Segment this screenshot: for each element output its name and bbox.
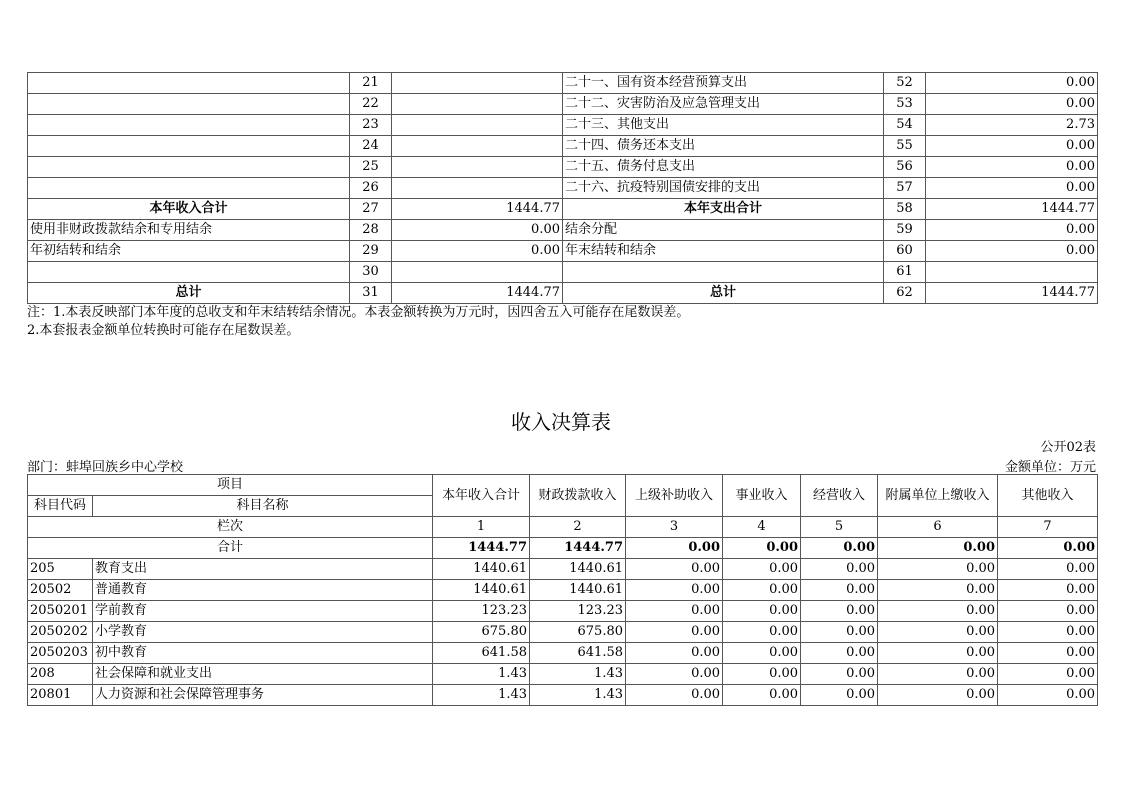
summary-row	[28, 157, 1098, 178]
amount-cell: 641.58	[433, 643, 530, 664]
subject-code: 20502	[28, 580, 93, 601]
amount-cell: 0.00	[723, 580, 801, 601]
expense-amount: 0.00	[926, 73, 1098, 94]
amount-cell: 0.00	[626, 685, 723, 706]
header-row-1	[28, 475, 1098, 496]
expense-amount: 1444.77	[926, 283, 1098, 304]
amount-cell: 0.00	[878, 622, 998, 643]
subject-code: 208	[28, 664, 93, 685]
col-number: 1	[433, 517, 530, 538]
expense-amount: 0.00	[926, 241, 1098, 262]
income-amount	[392, 115, 563, 136]
income-line-number: 22	[350, 94, 392, 115]
income-amount: 1444.77	[392, 283, 563, 304]
page-title: 收入决算表	[511, 410, 611, 434]
amount-cell: 0.00	[723, 622, 801, 643]
amount-cell: 0.00	[878, 601, 998, 622]
amount-cell: 0.00	[878, 643, 998, 664]
income-line-number: 25	[350, 157, 392, 178]
col-header-affiliated: 附属单位上缴收入	[878, 475, 998, 517]
amount-cell: 0.00	[723, 664, 801, 685]
amount-cell: 0.00	[801, 601, 878, 622]
total-value: 0.00	[878, 538, 998, 559]
income-line-number: 24	[350, 136, 392, 157]
header-item: 项目	[28, 475, 433, 496]
income-amount	[392, 94, 563, 115]
income-table	[27, 474, 1098, 706]
amount-cell: 675.80	[433, 622, 530, 643]
amount-cell: 123.23	[530, 601, 626, 622]
income-line-number: 27	[350, 199, 392, 220]
income-line-number: 29	[350, 241, 392, 262]
income-amount: 0.00	[392, 220, 563, 241]
expense-item-label: 本年支出合计	[563, 199, 884, 220]
amount-cell: 1440.61	[433, 580, 530, 601]
income-line-number: 30	[350, 262, 392, 283]
subject-code: 205	[28, 559, 93, 580]
expense-line-number: 59	[884, 220, 926, 241]
table-row	[28, 622, 1098, 643]
amount-cell: 0.00	[801, 580, 878, 601]
subject-name: 小学教育	[93, 622, 433, 643]
amount-cell: 0.00	[998, 601, 1098, 622]
expense-item-label: 总计	[563, 283, 884, 304]
amount-cell: 0.00	[626, 622, 723, 643]
expense-item-label	[563, 262, 884, 283]
table-row	[28, 685, 1098, 706]
expense-item-label: 二十三、其他支出	[563, 115, 884, 136]
income-amount	[392, 136, 563, 157]
income-item-label: 总计	[28, 283, 350, 304]
expense-line-number: 57	[884, 178, 926, 199]
total-value: 1444.77	[530, 538, 626, 559]
amount-cell: 1440.61	[433, 559, 530, 580]
col-header-business: 事业收入	[723, 475, 801, 517]
income-item-label	[28, 262, 350, 283]
income-item-label: 年初结转和结余	[28, 241, 350, 262]
amount-cell: 1440.61	[530, 580, 626, 601]
summary-row	[28, 136, 1098, 157]
form-number: 公开02表	[1040, 440, 1096, 455]
total-value: 1444.77	[433, 538, 530, 559]
note-line-2: 2.本套报表金额单位转换时可能存在尾数误差。	[27, 323, 300, 338]
income-item-label	[28, 73, 350, 94]
col-header-total: 本年收入合计	[433, 475, 530, 517]
amount-cell: 0.00	[878, 580, 998, 601]
expense-line-number: 54	[884, 115, 926, 136]
expense-amount: 0.00	[926, 157, 1098, 178]
amount-cell: 0.00	[723, 643, 801, 664]
summary-row	[28, 73, 1098, 94]
column-index-row	[28, 517, 1098, 538]
department-label: 部门：蚌埠回族乡中心学校	[27, 460, 184, 475]
expense-item-label: 二十六、抗疫特别国债安排的支出	[563, 178, 884, 199]
expense-item-label: 二十五、债务付息支出	[563, 157, 884, 178]
amount-cell: 0.00	[723, 559, 801, 580]
amount-cell: 0.00	[998, 580, 1098, 601]
col-number: 2	[530, 517, 626, 538]
table-row	[28, 559, 1098, 580]
total-value: 0.00	[723, 538, 801, 559]
col-header-fiscal: 财政拨款收入	[530, 475, 626, 517]
summary-table	[27, 72, 1098, 304]
income-amount: 0.00	[392, 241, 563, 262]
header-name: 科目名称	[93, 496, 433, 517]
expense-item-label: 二十四、债务还本支出	[563, 136, 884, 157]
income-item-label	[28, 115, 350, 136]
col-index-label: 栏次	[28, 517, 433, 538]
table-row	[28, 643, 1098, 664]
amount-cell: 0.00	[801, 685, 878, 706]
expense-line-number: 55	[884, 136, 926, 157]
amount-cell: 0.00	[626, 601, 723, 622]
amount-cell: 0.00	[998, 559, 1098, 580]
total-value: 0.00	[626, 538, 723, 559]
unit-label: 金额单位：万元	[1004, 460, 1096, 475]
amount-cell: 0.00	[626, 580, 723, 601]
col-header-other: 其他收入	[998, 475, 1098, 517]
amount-cell: 641.58	[530, 643, 626, 664]
income-item-label: 本年收入合计	[28, 199, 350, 220]
expense-line-number: 53	[884, 94, 926, 115]
expense-item-label: 二十一、国有资本经营预算支出	[563, 73, 884, 94]
amount-cell: 123.23	[433, 601, 530, 622]
summary-row	[28, 283, 1098, 304]
total-row	[28, 538, 1098, 559]
col-number: 6	[878, 517, 998, 538]
amount-cell: 1440.61	[530, 559, 626, 580]
amount-cell: 675.80	[530, 622, 626, 643]
amount-cell: 0.00	[998, 685, 1098, 706]
subject-code: 20801	[28, 685, 93, 706]
amount-cell: 0.00	[801, 664, 878, 685]
total-value: 0.00	[801, 538, 878, 559]
table-row	[28, 664, 1098, 685]
amount-cell: 1.43	[433, 685, 530, 706]
note-line-1: 注：1.本表反映部门本年度的总收支和年末结转结余情况。本表金额转换为万元时，因四舍五入可能存在尾数误差。	[27, 305, 690, 320]
header-code: 科目代码	[28, 496, 93, 517]
income-item-label: 使用非财政拨款结余和专用结余	[28, 220, 350, 241]
col-number: 5	[801, 517, 878, 538]
total-value: 0.00	[998, 538, 1098, 559]
expense-line-number: 60	[884, 241, 926, 262]
amount-cell: 0.00	[878, 664, 998, 685]
expense-line-number: 52	[884, 73, 926, 94]
summary-row	[28, 262, 1098, 283]
expense-amount: 0.00	[926, 220, 1098, 241]
subject-name: 人力资源和社会保障管理事务	[93, 685, 433, 706]
income-amount: 1444.77	[392, 199, 563, 220]
amount-cell: 0.00	[626, 664, 723, 685]
amount-cell: 0.00	[626, 559, 723, 580]
amount-cell: 0.00	[878, 685, 998, 706]
income-item-label	[28, 178, 350, 199]
table-row	[28, 580, 1098, 601]
expense-item-label: 年末结转和结余	[563, 241, 884, 262]
income-item-label	[28, 157, 350, 178]
total-label: 合计	[28, 538, 433, 559]
summary-row	[28, 220, 1098, 241]
amount-cell: 1.43	[530, 685, 626, 706]
income-item-label	[28, 94, 350, 115]
expense-amount: 2.73	[926, 115, 1098, 136]
summary-row	[28, 115, 1098, 136]
subject-name: 初中教育	[93, 643, 433, 664]
income-line-number: 28	[350, 220, 392, 241]
amount-cell: 0.00	[626, 643, 723, 664]
subject-name: 社会保障和就业支出	[93, 664, 433, 685]
amount-cell: 0.00	[801, 559, 878, 580]
col-number: 4	[723, 517, 801, 538]
amount-cell: 0.00	[878, 559, 998, 580]
amount-cell: 0.00	[801, 643, 878, 664]
subject-name: 学前教育	[93, 601, 433, 622]
summary-row	[28, 94, 1098, 115]
expense-amount	[926, 262, 1098, 283]
subject-code: 2050201	[28, 601, 93, 622]
col-header-superior: 上级补助收入	[626, 475, 723, 517]
income-line-number: 21	[350, 73, 392, 94]
income-item-label	[28, 136, 350, 157]
expense-item-label: 结余分配	[563, 220, 884, 241]
expense-amount: 0.00	[926, 178, 1098, 199]
table-row	[28, 601, 1098, 622]
income-line-number: 23	[350, 115, 392, 136]
amount-cell: 0.00	[998, 664, 1098, 685]
expense-line-number: 62	[884, 283, 926, 304]
income-amount	[392, 178, 563, 199]
expense-line-number: 61	[884, 262, 926, 283]
amount-cell: 0.00	[723, 601, 801, 622]
expense-amount: 0.00	[926, 136, 1098, 157]
income-amount	[392, 73, 563, 94]
summary-row	[28, 199, 1098, 220]
subject-name: 普通教育	[93, 580, 433, 601]
income-amount	[392, 262, 563, 283]
subject-code: 2050202	[28, 622, 93, 643]
amount-cell: 0.00	[723, 685, 801, 706]
expense-amount: 0.00	[926, 94, 1098, 115]
subject-code: 2050203	[28, 643, 93, 664]
col-number: 7	[998, 517, 1098, 538]
amount-cell: 0.00	[998, 622, 1098, 643]
amount-cell: 1.43	[530, 664, 626, 685]
expense-item-label: 二十二、灾害防治及应急管理支出	[563, 94, 884, 115]
summary-row	[28, 241, 1098, 262]
income-line-number: 31	[350, 283, 392, 304]
expense-line-number: 56	[884, 157, 926, 178]
amount-cell: 0.00	[998, 643, 1098, 664]
income-amount	[392, 157, 563, 178]
amount-cell: 0.00	[801, 622, 878, 643]
col-number: 3	[626, 517, 723, 538]
amount-cell: 1.43	[433, 664, 530, 685]
summary-row	[28, 178, 1098, 199]
income-line-number: 26	[350, 178, 392, 199]
expense-amount: 1444.77	[926, 199, 1098, 220]
subject-name: 教育支出	[93, 559, 433, 580]
expense-line-number: 58	[884, 199, 926, 220]
col-header-operating: 经营收入	[801, 475, 878, 517]
